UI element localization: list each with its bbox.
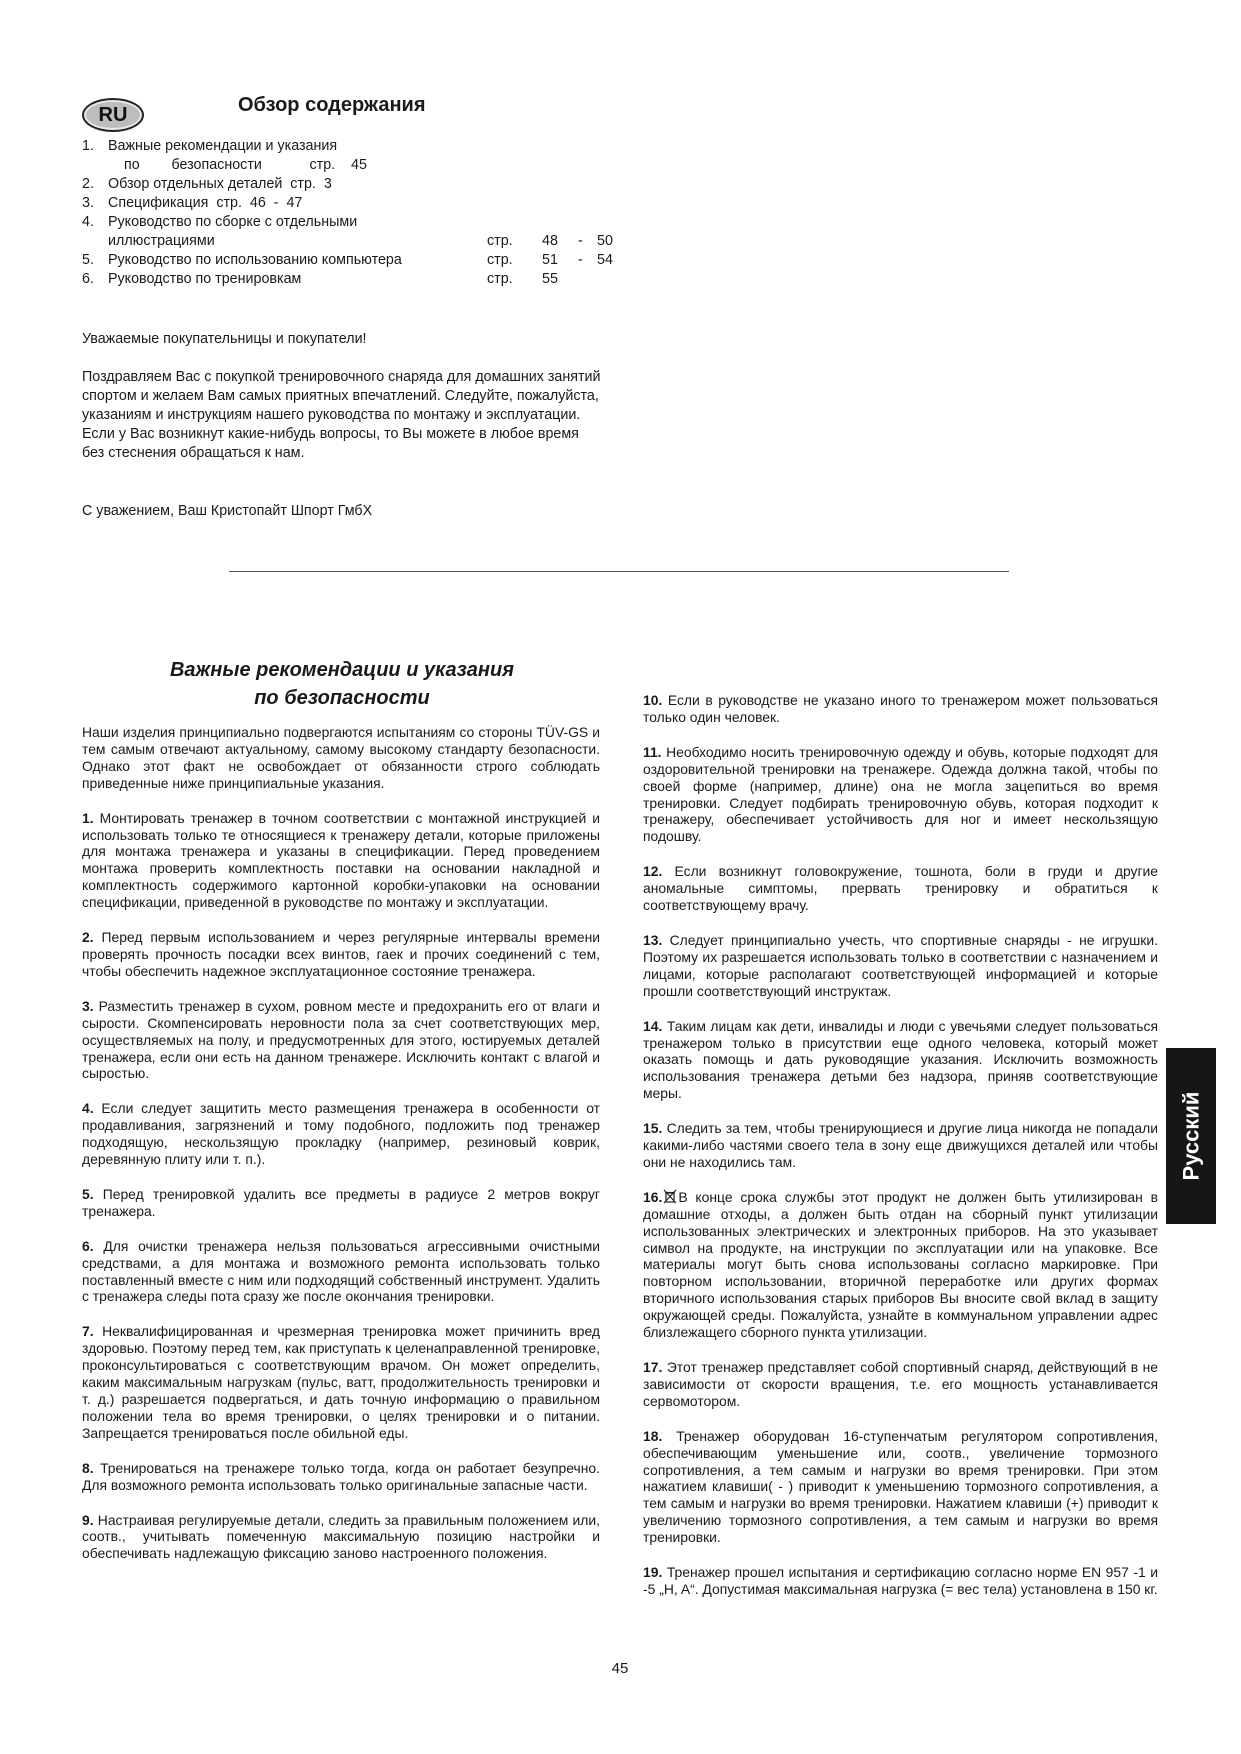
toc-num: 5. <box>82 252 94 268</box>
safety-item <box>643 1189 1158 1341</box>
item-number: 3. <box>82 997 94 1014</box>
item-text: Этот тренажер представляет собой спортивный снаряд, действующий в не зависимости от скорости вращения, т.е. его мощность устанавливается сервомотором. <box>643 1359 1159 1409</box>
item-text: Следует принципиально учесть, что спортивные снаряды - не игрушки. Поэтому их разрешается использовать только в соответствии с назначением и лицами, которые располагают соответствующей информацией и которые прошли соответствующий инструктаж. <box>643 931 1158 999</box>
section-title-line2: по безопасности <box>254 687 430 709</box>
letter-signature <box>82 502 602 521</box>
toc-num: 1. <box>82 138 94 154</box>
side-tab-label: Русский <box>1178 1091 1203 1181</box>
item-number: 12. <box>643 863 663 880</box>
page-number: 45 <box>611 1660 629 1677</box>
item-text: Таким лицам как дети, инвалиды и люди с увечьями следует пользоваться тренажером только в присутствии еще одного человека, который может оказать помощь и дать руководящие указания. Исключить возможность использования тренажера детьми без надзора, приняв соответствующие меры. <box>643 1017 1158 1102</box>
toc-num: 6. <box>82 271 94 287</box>
toc-page-prefix: стр. <box>487 271 513 287</box>
toc-title: Обзор содержания <box>238 94 426 116</box>
item-number: 18. <box>643 1427 663 1444</box>
item-number: 11. <box>643 743 662 760</box>
safety-item <box>82 929 600 980</box>
section-divider <box>229 571 1009 572</box>
language-side-tab <box>1166 1048 1216 1224</box>
item-text: Тренажер оборудован 16-ступенчатым регулятором сопротивления, обеспечивающим уменьшение или, соотв., увеличение тормозного сопротивления, а тем самым и нагрузки во время тренировки. При этом нажатием клавиши( - ) приводит к уменьшению тормозного сопротивления, а тем самым и нагрузки во время тренировки. Нажатием клавиши (+) приводит к увеличению тормозного сопротивления, а тем самым и нагрузки во время тренировки. <box>643 1427 1158 1546</box>
item-text: Если следует защитить место размещения тренажера в особенности от продавливания, загрязнений и тому подобного, подложить под тренажер подходящую, нескользящую прокладку (например, резиновый коврик, деревянную плиту или т. п.). <box>82 1100 601 1168</box>
item-text: Тренажер прошел испытания и сертификацию согласно норме EN 957 -1 и -5 „H, A“. Допустимая максимальная нагрузка (= вес тела) установлена в 150 кг. <box>643 1564 1158 1597</box>
toc-row <box>82 194 602 213</box>
toc-page-from: 55 <box>542 271 558 287</box>
toc-page-prefix: стр. <box>487 252 513 268</box>
language-badge: RU <box>82 98 144 132</box>
toc-num: 2. <box>82 176 94 192</box>
item-text: Монтировать тренажер в точном соответствии с монтажной инструкцией и использовать только те относящиеся к тренажеру детали, которые приложены для монтажа тренажера и указаны в спецификации. Перед проведением монтажа проверить комплектность поставки на основании накладной и комплектность содержимого картонной коробки-упаковки на основании спецификации, приведенной в руководстве по монтажу и эксплуатации. <box>82 809 600 911</box>
toc-text: Руководство по использованию компьютера <box>108 252 402 268</box>
toc-row <box>82 137 602 156</box>
toc-row <box>82 175 602 194</box>
item-text: Следить за тем, чтобы тренирующиеся и другие лица никогда не попадали какими-либо частями своего тела в зону еще движущихся деталей или чтобы они не находились там. <box>643 1120 1159 1170</box>
toc-num: 3. <box>82 195 94 211</box>
safety-item <box>82 810 600 911</box>
greeting-text: Уважаемые покупательницы и покупатели! <box>82 331 367 347</box>
safety-item <box>643 932 1158 1000</box>
item-text: Для очистки тренажера нельзя пользоваться агрессивными очистными средствами, а для монтажа и возможного ремонта использовать только поставленный вместе с ним или подходящий собственный инструмент. Удалить с тренажера следы пота сразу же после окончания тренировки. <box>82 1237 600 1305</box>
item-text: Перед тренировкой удалить все предметы в радиусе 2 метров вокруг тренажера. <box>82 1185 600 1219</box>
safety-item <box>643 1359 1158 1410</box>
safety-item <box>643 1018 1158 1103</box>
item-number: 5. <box>82 1185 94 1202</box>
toc-page-dash: - <box>578 252 583 268</box>
item-number: 2. <box>82 929 94 946</box>
safety-item <box>643 1120 1158 1171</box>
item-number: 9. <box>82 1511 94 1528</box>
item-text: Тренироваться на тренажере только тогда, когда он работает безупречно. Для возможного ремонта использовать только оригинальные запасные части. <box>82 1459 600 1493</box>
item-text: В конце срока службы этот продукт не должен быть утилизирован в домашние отходы, а должен быть отдан на сборный пункт утилизации использованных электрических и электронных приборов. На это указывает символ на продукте, на инструкции по эксплуатации или на упаковке. Все материалы могут быть снова использованы согласно маркировке. При повторном использовании, вторичной переработке или других формах вторичного использования старых приборов Вы вносите свой вклад в защиту окружающей среды. Пожалуйста, узнайте в коммунальном управлении адрес близлежащего сборного пункта утилизации. <box>643 1188 1158 1341</box>
toc-text: Важные рекомендации и указания <box>108 138 338 154</box>
toc-text: Руководство по тренировкам <box>108 271 302 287</box>
item-number: 13. <box>643 931 663 948</box>
item-number: 7. <box>82 1323 94 1340</box>
item-number: 4. <box>82 1100 94 1117</box>
section-intro: Наши изделия принципиально подвергаются испытаниям со стороны TÜV-GS и тем самым отвечают актуальному, самому высокому стандарту безопасности. Однако этот факт не освобождает от обязанности строго соблюдать приведенные ниже принципиальные указания. <box>82 724 600 791</box>
toc-row <box>82 270 602 289</box>
item-number: 14. <box>643 1017 663 1034</box>
safety-item <box>643 692 1158 726</box>
item-number: 17. <box>643 1359 663 1375</box>
safety-item <box>82 998 600 1083</box>
toc-page-to: 54 <box>597 252 613 268</box>
toc-row <box>82 232 613 251</box>
section-title-line1: Важные рекомендации и указания <box>169 659 515 681</box>
safety-item <box>643 744 1158 845</box>
letter-body-text: Поздравляем Вас с покупкой тренировочного снаряда для домашних занятий спортом и желаем Вам самых приятных впечатлений. Следуйте, пожалуйста, указаниям и инструкциям нашего руководства по монтажу и эксплуатации. Если у Вас возникнут какие-нибудь вопросы, то Вы можете в любое время без стеснения обращаться к нам. <box>82 369 601 461</box>
item-number: 19. <box>643 1564 663 1581</box>
safety-item <box>82 1460 600 1494</box>
item-number: 10. <box>643 692 663 708</box>
safety-item <box>643 1428 1158 1546</box>
item-number: 15. <box>643 1120 663 1137</box>
toc-page-from: 48 <box>542 233 558 249</box>
toc-num: 4. <box>82 214 94 230</box>
toc-page-prefix: стр. <box>487 233 513 249</box>
section-title <box>82 656 602 712</box>
safety-item <box>82 1512 600 1563</box>
toc-text: Руководство по сборке с отдельными <box>108 214 358 230</box>
toc-text: Спецификация стр. 46 - 47 <box>108 195 303 211</box>
toc-text: по безопасности стр. 45 <box>124 157 367 173</box>
item-number: 6. <box>82 1237 94 1254</box>
item-text: Неквалифицированная и чрезмерная тренировка может причинить вред здоровью. Поэтому перед тем, как приступать к целенаправленной тренировке, проконсультироваться с соответствующим врачом. Он может определить, каким максимальным нагрузкам (пульс, ватт, продолжительность тренировки и т. д.) разрешается подвергаться, и дать точную информацию о правильном положении тела во время тренировки, о целях тренировки и о питании. Запрещается тренироваться после обильной еды. <box>82 1323 600 1441</box>
toc-row <box>82 213 602 232</box>
item-number: 16. <box>643 1188 663 1205</box>
letter-greeting <box>82 330 602 349</box>
item-number: 8. <box>82 1459 94 1476</box>
safety-item <box>82 1186 600 1220</box>
safety-right-column <box>643 692 1158 1616</box>
toc-page-dash: - <box>578 233 583 249</box>
table-of-contents <box>82 137 613 289</box>
toc-row <box>82 251 613 270</box>
item-text: Необходимо носить тренировочную одежду и обувь, которые подходят для оздоровительной тренировки на тренажере. Одежда должна такой, чтобы по своей форме (например, длине) она не могла зацепиться во время тренировки. Следует подбирать тренировочную обувь, которая подходит к тренажеру, обеспечивает устойчивость для ног и имеет нескользящую подошву. <box>643 743 1159 845</box>
letter-body <box>82 368 602 463</box>
item-text: Если возникнут головокружение, тошнота, боли в груди и другие аномальные симптомы, прервать тренировку и обратиться к соответствующему врачу. <box>643 863 1159 914</box>
item-text: Если в руководстве не указано иного то тренажером может пользоваться только один человек. <box>643 692 1159 725</box>
wheelie-bin-crossed-icon <box>663 1189 677 1204</box>
item-text: Перед первым использованием и через регулярные интервалы времени проверять прочность посадки всех винтов, гаек и прочих соединений с тем, чтобы обеспечить надежное эксплуатационное состояние тренажера. <box>82 929 600 979</box>
safety-item <box>82 1100 600 1168</box>
toc-row <box>82 156 602 175</box>
safety-item <box>82 1323 600 1441</box>
signature-text: С уважением, Ваш Кристопайт Шпорт ГмбХ <box>82 503 373 519</box>
safety-item <box>643 1564 1158 1598</box>
safety-left-column <box>82 724 600 1580</box>
item-text: Настраивая регулируемые детали, следить за правильным положением или, соотв., учитывать помеченную максимальную позицию настройки и обеспечивать надлежащую фиксацию заново настроенного положения. <box>82 1511 601 1562</box>
safety-item <box>82 1238 600 1306</box>
toc-text: Обзор отдельных деталей стр. 3 <box>108 176 332 192</box>
toc-page-to: 50 <box>597 233 613 249</box>
toc-text: иллюстрациями <box>108 233 215 249</box>
item-text: Разместить тренажер в сухом, ровном месте и предохранить его от влаги и сырости. Скомпенсировать неровности пола за счет соответствующих мер, осуществляемых на полу, и предусмотренных для этого, юстируемых деталей тренажера, если они есть на данном тренажере. Исключить контакт с влагой и сыростью. <box>82 997 601 1082</box>
item-number: 1. <box>82 809 94 826</box>
safety-item <box>643 863 1158 914</box>
toc-page-from: 51 <box>542 252 558 268</box>
